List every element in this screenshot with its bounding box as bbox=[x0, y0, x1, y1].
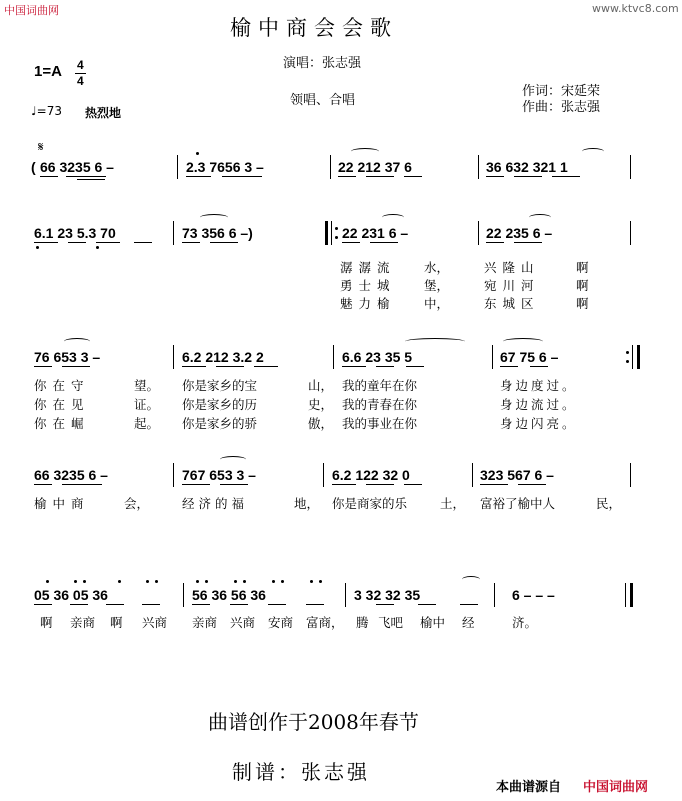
lyric-line: 堡， bbox=[424, 278, 450, 293]
lyric-word: 经 bbox=[462, 615, 475, 630]
lyric-line: 中， bbox=[424, 296, 450, 311]
barline bbox=[323, 463, 324, 487]
lyric-word: 经济的福 bbox=[182, 496, 249, 511]
lyric-word: 兴商 bbox=[142, 615, 168, 630]
lyric-word: 会， bbox=[124, 496, 150, 511]
measure-4: 36 632 321 1 bbox=[486, 159, 568, 175]
lyric-word: 富商， bbox=[306, 615, 344, 630]
lyric-line: 你在见 bbox=[34, 397, 90, 412]
measure-10: 6.2 212 3.2 2 bbox=[182, 349, 264, 365]
measure-16: 323 567 6 – bbox=[480, 467, 554, 483]
barline bbox=[630, 155, 631, 179]
lyric-word: 榆中商 bbox=[34, 496, 90, 511]
measure-2: 2.3 7656 3 – bbox=[186, 159, 264, 175]
lead-chorus: 领唱、合唱 bbox=[290, 93, 356, 108]
final-barline-thick bbox=[630, 583, 633, 607]
measure-5: 6.1 23 5.3 70 bbox=[34, 225, 116, 241]
lyric-word: 啊 bbox=[40, 615, 53, 630]
time-signature-bottom: 4 bbox=[77, 74, 84, 88]
source-label: 本曲谱源自 bbox=[496, 780, 562, 795]
lyric-line: 史， bbox=[308, 397, 334, 412]
repeat-end-bar bbox=[637, 345, 640, 369]
lyric-line: 你是家乡的历 bbox=[182, 397, 258, 412]
repeat-start-bar bbox=[325, 221, 328, 245]
watermark-left: 中国词曲网 bbox=[4, 4, 59, 17]
barline bbox=[630, 221, 631, 245]
key-signature: 1=A bbox=[34, 63, 62, 80]
lyric-word: 你是商家的乐 bbox=[332, 496, 408, 511]
mood-mark: 热烈地 bbox=[85, 106, 122, 120]
barline bbox=[333, 345, 334, 369]
segno-sign: 𝄋 bbox=[38, 140, 44, 155]
barline bbox=[632, 345, 633, 369]
lyric-line: 潺潺流 bbox=[340, 260, 396, 275]
final-barline-thin bbox=[625, 583, 626, 607]
measure-20: 6 – – – bbox=[512, 587, 555, 603]
lyric-word: 啊 bbox=[110, 615, 123, 630]
lyric-word: 兴商 bbox=[230, 615, 256, 630]
lyric-word: 地， bbox=[294, 496, 320, 511]
lyric-line: 身边闪亮。 bbox=[500, 416, 578, 431]
barline bbox=[472, 463, 473, 487]
lyric-line: 身边度过。 bbox=[500, 378, 578, 393]
lyric-line: 你在守 bbox=[34, 378, 90, 393]
watermark-right: www.ktvc8.com bbox=[592, 2, 679, 15]
measure-8: 22 235 6 – bbox=[486, 225, 553, 241]
barline bbox=[630, 463, 631, 487]
lyric-word: 飞吧 bbox=[378, 615, 404, 630]
measure-12: 67 75 6 – bbox=[500, 349, 559, 365]
lyric-line: 勇士城 bbox=[340, 278, 396, 293]
lyric-line: 你在崛 bbox=[34, 416, 90, 431]
composer-credit: 作曲：张志强 bbox=[522, 100, 601, 115]
measure-6: 73 356 6 –) bbox=[182, 225, 253, 241]
lyric-word: 富裕了榆中人 bbox=[480, 496, 556, 511]
barline bbox=[173, 463, 174, 487]
lyric-word: 济。 bbox=[512, 615, 538, 630]
barline bbox=[183, 583, 184, 607]
barline bbox=[330, 155, 331, 179]
open-paren: ( bbox=[31, 159, 36, 175]
barline bbox=[478, 155, 479, 179]
tempo-mark: ♩=73 bbox=[31, 104, 62, 118]
measure-11: 6.6 23 35 5 bbox=[342, 349, 413, 365]
lyric-word: 民， bbox=[596, 496, 622, 511]
time-signature-top: 4 bbox=[77, 58, 84, 72]
lyric-word: 土， bbox=[440, 496, 466, 511]
lyric-line: 我的事业在你 bbox=[342, 416, 418, 431]
barline bbox=[345, 583, 346, 607]
source-site-link[interactable]: 中国词曲网 bbox=[583, 780, 649, 795]
lyric-word: 腾 bbox=[356, 615, 369, 630]
lyric-line: 魅力榆 bbox=[340, 296, 396, 311]
barline bbox=[492, 345, 493, 369]
barline bbox=[478, 221, 479, 245]
lyric-line: 啊 bbox=[576, 260, 589, 275]
measure-18: 56 36 56 36 bbox=[192, 587, 266, 603]
barline bbox=[173, 221, 174, 245]
lyric-line: 水， bbox=[424, 260, 450, 275]
measure-9: 76 653 3 – bbox=[34, 349, 101, 365]
lyric-word: 榆中 bbox=[420, 615, 446, 630]
measure-14: 767 653 3 – bbox=[182, 467, 256, 483]
singer-credit: 演唱：张志强 bbox=[283, 56, 362, 71]
measure-15: 6.2 122 32 0 bbox=[332, 467, 410, 483]
lyric-word: 安商 bbox=[268, 615, 294, 630]
lyric-line: 证。 bbox=[134, 397, 160, 412]
lyric-line: 山， bbox=[308, 378, 334, 393]
lyric-line: 我的童年在你 bbox=[342, 378, 418, 393]
measure-19: 3 32 32 35 bbox=[354, 587, 421, 603]
lyric-line: 傲， bbox=[308, 416, 334, 431]
barline bbox=[331, 221, 332, 245]
lyric-line: 我的青春在你 bbox=[342, 397, 418, 412]
measure-3: 22 212 37 6 bbox=[338, 159, 412, 175]
maker-credit: 制谱：张志强 bbox=[232, 760, 370, 784]
measure-17: 05 36 05 36 bbox=[34, 587, 108, 603]
creation-note: 曲谱创作于2008年春节 bbox=[208, 710, 419, 734]
lyric-word: 亲商 bbox=[70, 615, 96, 630]
measure-7: 22 231 6 – bbox=[342, 225, 409, 241]
lyric-line: 兴隆山 bbox=[484, 260, 540, 275]
lyric-line: 啊 bbox=[576, 278, 589, 293]
lyric-line: 望。 bbox=[134, 378, 160, 393]
lyric-line: 你是家乡的骄 bbox=[182, 416, 258, 431]
lyric-line: 起。 bbox=[134, 416, 160, 431]
lyric-line: 你是家乡的宝 bbox=[182, 378, 258, 393]
measure-13: 66 3235 6 – bbox=[34, 467, 108, 483]
lyric-line: 宛川河 bbox=[484, 278, 540, 293]
lyricist-credit: 作词：宋延荣 bbox=[522, 84, 601, 99]
barline bbox=[177, 155, 178, 179]
barline bbox=[494, 583, 495, 607]
barline bbox=[173, 345, 174, 369]
song-title: 榆中商会会歌 bbox=[230, 16, 398, 40]
lyric-word: 亲商 bbox=[192, 615, 218, 630]
measure-1: 66 3235 6 – bbox=[40, 159, 114, 175]
lyric-line: 东城区 bbox=[484, 296, 540, 311]
lyric-line: 啊 bbox=[576, 296, 589, 311]
lyric-line: 身边流过。 bbox=[500, 397, 578, 412]
